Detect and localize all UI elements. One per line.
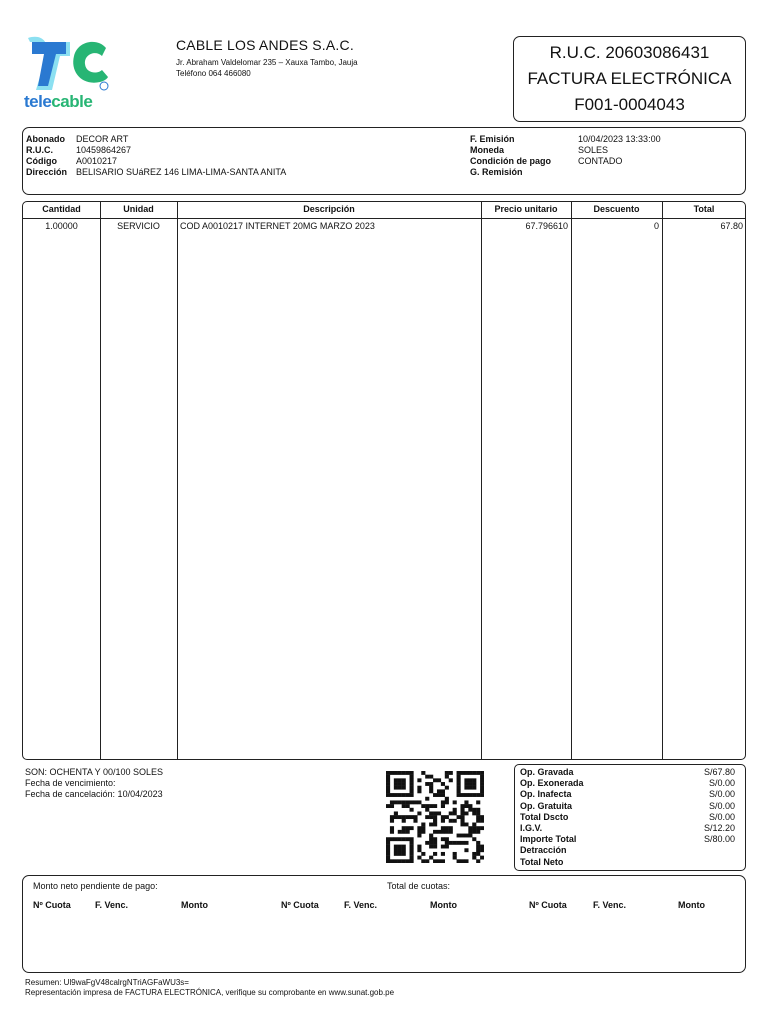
installment-number-header: Nº Cuota bbox=[281, 900, 319, 910]
client-info-box bbox=[22, 127, 746, 195]
company-phone: Teléfono 064 466080 bbox=[176, 69, 251, 78]
totals-label: Op. Inafecta bbox=[520, 789, 572, 800]
qr-code-icon bbox=[386, 771, 484, 863]
codigo-value: A0010217 bbox=[76, 156, 118, 166]
condicion-value: CONTADO bbox=[578, 156, 623, 166]
header-cantidad: Cantidad bbox=[42, 204, 81, 214]
total-installments-label: Total de cuotas: bbox=[387, 881, 451, 891]
abonado-label: Abonado bbox=[26, 134, 65, 144]
cell-cantidad: 1.00000 bbox=[45, 221, 78, 231]
totals-value: S/80.00 bbox=[703, 834, 735, 845]
amount-in-words: SON: OCHENTA Y 00/100 SOLES bbox=[25, 767, 164, 777]
items-table bbox=[22, 201, 746, 760]
totals-label: Op. Gravada bbox=[520, 767, 574, 777]
header-unidad: Unidad bbox=[123, 204, 154, 214]
totals-label: Detracción bbox=[520, 845, 567, 856]
condicion-label: Condición de pago bbox=[470, 156, 551, 166]
totals-row bbox=[515, 823, 745, 834]
totals-row bbox=[515, 857, 745, 868]
representation-note: Representación impresa de FACTURA ELECTRÓNICA, verifique su comprobante en www.sunat.gob.pe bbox=[25, 988, 395, 997]
cancel-date: Fecha de cancelación: 10/04/2023 bbox=[25, 789, 163, 799]
client-right-block bbox=[470, 134, 661, 178]
installment-due-header: F. Venc. bbox=[344, 900, 378, 910]
totals-label: Importe Total bbox=[520, 834, 577, 845]
column-divider bbox=[100, 202, 101, 759]
totals-row bbox=[515, 834, 745, 845]
ruc-label: R.U.C. bbox=[26, 145, 53, 155]
cell-precio: 67.796610 bbox=[525, 221, 568, 231]
totals-label: Op. Exonerada bbox=[520, 778, 584, 789]
due-date: Fecha de vencimiento: bbox=[25, 778, 116, 788]
installments-box bbox=[22, 875, 746, 973]
document-number: F001-0004043 bbox=[574, 95, 685, 114]
totals-label: Total Neto bbox=[520, 856, 564, 867]
ruc-value: 10459864267 bbox=[76, 145, 132, 155]
totals-row bbox=[515, 767, 745, 778]
remision-label: G. Remisión bbox=[470, 167, 523, 177]
company-name: CABLE LOS ANDES S.A.C. bbox=[176, 37, 354, 53]
cell-descuento: 0 bbox=[653, 221, 659, 231]
client-left-block bbox=[26, 134, 286, 178]
totals-value: S/0.00 bbox=[708, 789, 735, 800]
totals-value: S/67.80 bbox=[703, 767, 735, 777]
document-type: FACTURA ELECTRÓNICA bbox=[527, 69, 732, 88]
totals-row bbox=[515, 801, 745, 812]
totals-label: Op. Gratuita bbox=[520, 800, 573, 811]
installment-due-header: F. Venc. bbox=[95, 900, 129, 910]
installment-due-header: F. Venc. bbox=[593, 900, 627, 910]
totals-row bbox=[515, 778, 745, 789]
telecable-logo-icon bbox=[22, 34, 118, 94]
column-divider bbox=[662, 202, 663, 759]
abonado-value: DECOR ART bbox=[76, 134, 129, 144]
moneda-value: SOLES bbox=[578, 145, 609, 155]
totals-value: S/12.20 bbox=[703, 823, 735, 834]
emision-label: F. Emisión bbox=[470, 134, 515, 144]
summary-hash: Resumen: Ul9waFgV48calrgNTriAGFaWU3s= bbox=[25, 978, 189, 987]
document-ruc: R.U.C. 20603086431 bbox=[549, 43, 710, 62]
company-logo bbox=[22, 34, 118, 114]
moneda-label: Moneda bbox=[470, 145, 505, 155]
header-precio: Precio unitario bbox=[494, 204, 558, 214]
totals-row bbox=[515, 812, 745, 823]
totals-value: S/0.00 bbox=[708, 800, 735, 811]
codigo-label: Código bbox=[26, 156, 57, 166]
column-divider bbox=[481, 202, 482, 759]
amount-in-words-block bbox=[25, 767, 163, 800]
installment-number-header: Nº Cuota bbox=[529, 900, 567, 910]
installment-amount-header: Monto bbox=[430, 900, 457, 910]
totals-value: S/0.00 bbox=[708, 778, 735, 789]
installment-amount-header: Monto bbox=[181, 900, 208, 910]
cell-descripcion: COD A0010217 INTERNET 20MG MARZO 2023 bbox=[180, 221, 375, 231]
cell-unidad: SERVICIO bbox=[117, 221, 160, 231]
column-divider bbox=[571, 202, 572, 759]
document-id-box bbox=[513, 36, 746, 122]
totals-row bbox=[515, 845, 745, 856]
header-descuento: Descuento bbox=[593, 204, 640, 214]
direccion-value: BELISARIO SUáREZ 146 LIMA-LIMA-SANTA ANITA bbox=[76, 167, 287, 177]
totals-row bbox=[515, 789, 745, 800]
totals-box bbox=[514, 764, 746, 871]
footer-notes bbox=[25, 978, 394, 998]
table-header-divider bbox=[23, 218, 745, 219]
installment-amount-header: Monto bbox=[678, 900, 705, 910]
pending-amount-label: Monto neto pendiente de pago: bbox=[33, 881, 158, 891]
column-divider bbox=[177, 202, 178, 759]
company-address: Jr. Abraham Valdelomar 235 – Xauxa Tambo, Jauja bbox=[176, 58, 358, 67]
header-descripcion: Descripción bbox=[303, 204, 355, 214]
emision-value: 10/04/2023 13:33:00 bbox=[578, 134, 661, 144]
logo-wordmark: telecable bbox=[24, 92, 93, 111]
totals-value: S/0.00 bbox=[708, 811, 735, 822]
direccion-label: Dirección bbox=[26, 167, 68, 177]
totals-label: Total Dscto bbox=[520, 811, 569, 822]
installment-number-header: Nº Cuota bbox=[33, 900, 71, 910]
totals-label: I.G.V. bbox=[520, 823, 543, 834]
header-total: Total bbox=[693, 204, 715, 214]
cell-total: 67.80 bbox=[720, 221, 743, 231]
